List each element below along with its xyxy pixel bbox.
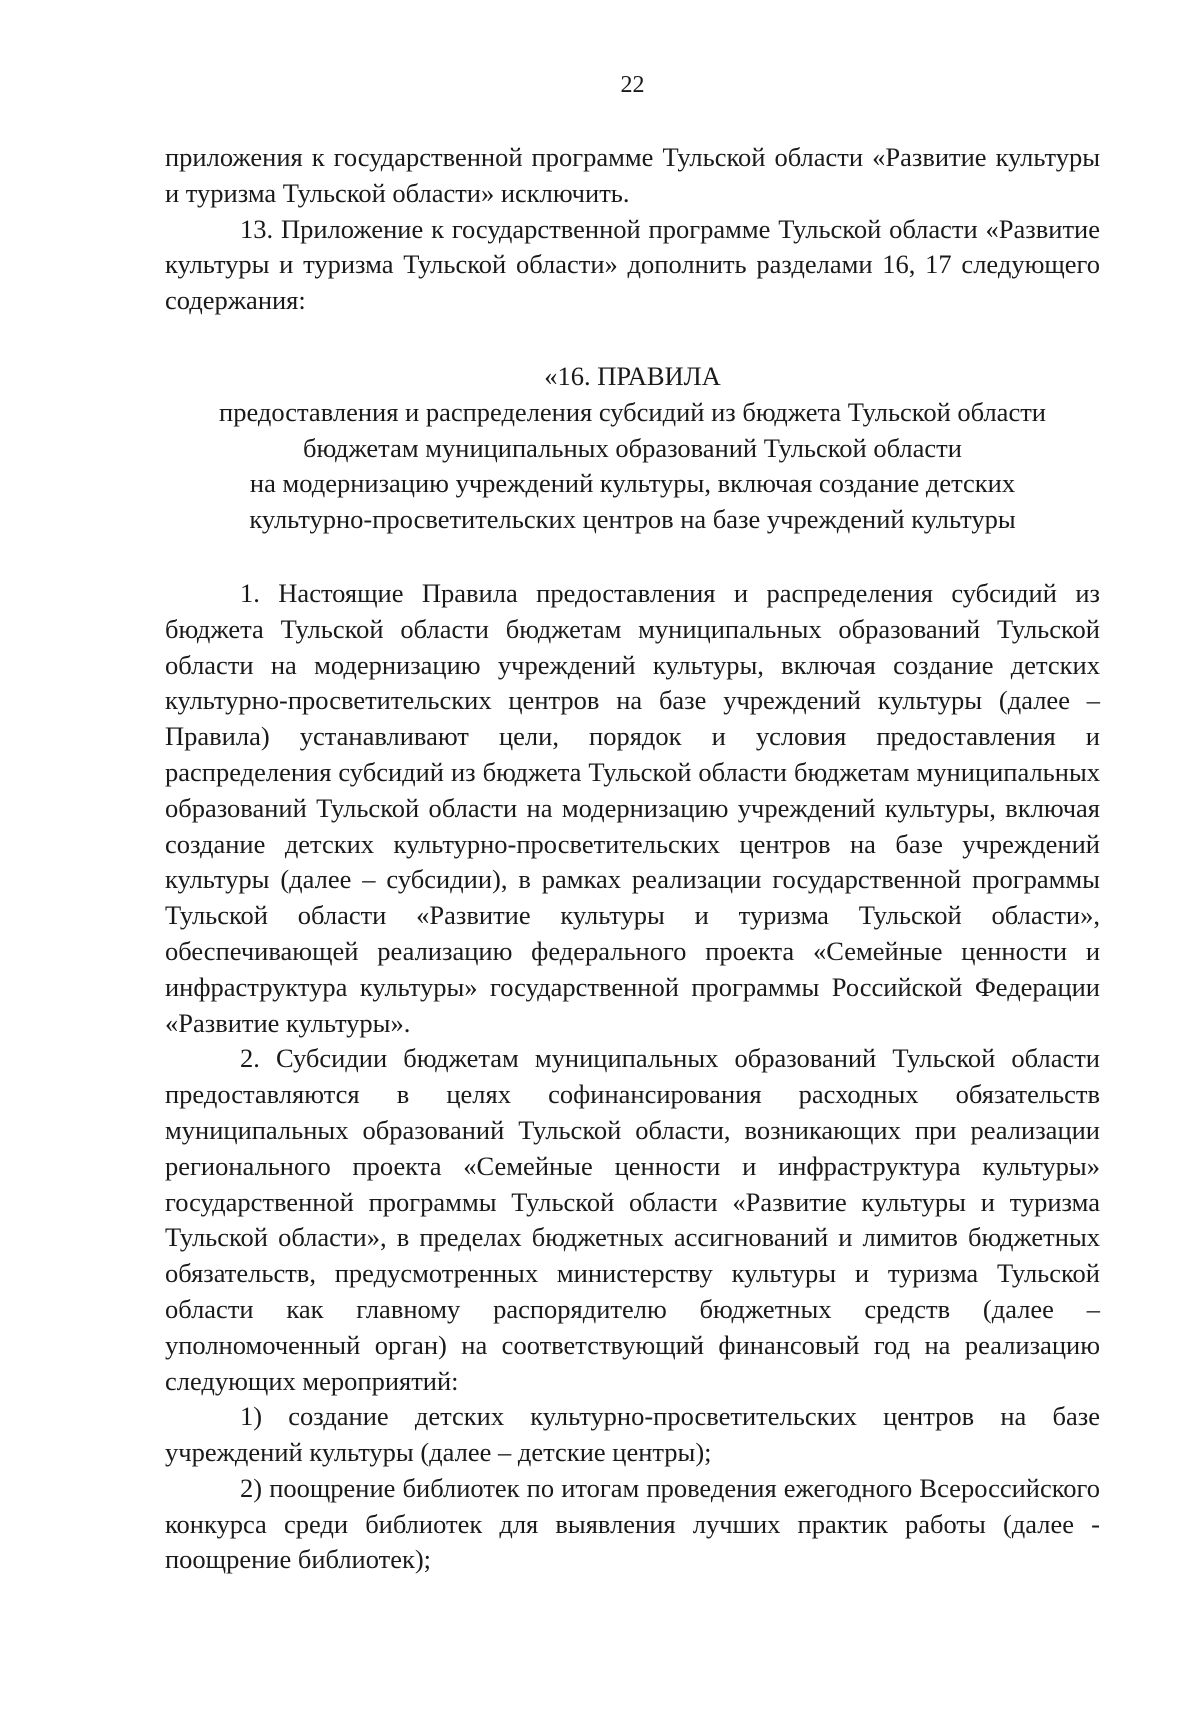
section-title-line-1: предоставления и распределения субсидий из бюджета Тульской области: [219, 396, 1046, 427]
section-title-line-3: на модернизацию учреждений культуры, включая создание детских: [249, 468, 1016, 499]
section-heading: «16. ПРАВИЛА: [544, 360, 721, 391]
paragraph-rule-1: 1. Настоящие Правила предоставления и распределения субсидий из бюджета Тульской области бюджетам муниципальных образований Тульской области на модернизацию учреждений культуры, включая создание детских культурно-просветительских центров на базе учреждений культуры (далее – Правила) устанавливают цели, порядок и условия предоставления и распределения субсидий из бюджета Тульской области бюджетам муниципальных образований Тульской области на модернизацию учреждений культуры, включая создание детских культурно-просветительских центров на базе учреждений культуры (далее – субсидии), в рамках реализации государственной программы Тульской области «Развитие культуры и туризма Тульской области», обеспечивающей реализацию федерального проекта «Семейные ценности и инфраструктура культуры» государственной программы Российской Федерации «Развитие культуры».: [165, 577, 1100, 1038]
section-title-line-2: бюджетам муниципальных образований Тульской области: [303, 432, 962, 463]
paragraph-continuation: приложения к государственной программе Тульской области «Развитие культуры и туризма Тульской области» исключить.: [165, 142, 1100, 208]
paragraph-rule-2: 2. Субсидии бюджетам муниципальных образований Тульской области предоставляются в целях софинансирования расходных обязательств муниципальных образований Тульской области, возникающих при реализации регионального проекта «Семейные ценности и инфраструктура культуры» государственной программы Тульской области «Развитие культуры и туризма Тульской области», в пределах бюджетных ассигнований и лимитов бюджетных обязательств, предусмотренных министерству культуры и туризма Тульской области как главному распорядителю бюджетных средств (далее – уполномоченный орган) на соответствующий финансовый год на реализацию следующих мероприятий:: [165, 1043, 1100, 1396]
document-page: [165, 70, 1100, 1578]
section-title: [165, 359, 1100, 538]
paragraph-item-13: 13. Приложение к государственной программе Тульской области «Развитие культуры и туризма Тульской области» дополнить разделами 16, 17 следующего содержания:: [165, 213, 1100, 316]
page-number: 22: [620, 72, 645, 98]
paragraph-subitem-1: 1) создание детских культурно-просветительских центров на базе учреждений культуры (далее – детские центры);: [165, 1401, 1100, 1468]
paragraph-subitem-2: 2) поощрение библиотек по итогам проведения ежегодного Всероссийского конкурса среди библиотек для выявления лучших практик работы (далее - поощрение библиотек);: [165, 1472, 1100, 1575]
section-title-line-4: культурно-просветительских центров на базе учреждений культуры: [249, 504, 1016, 535]
